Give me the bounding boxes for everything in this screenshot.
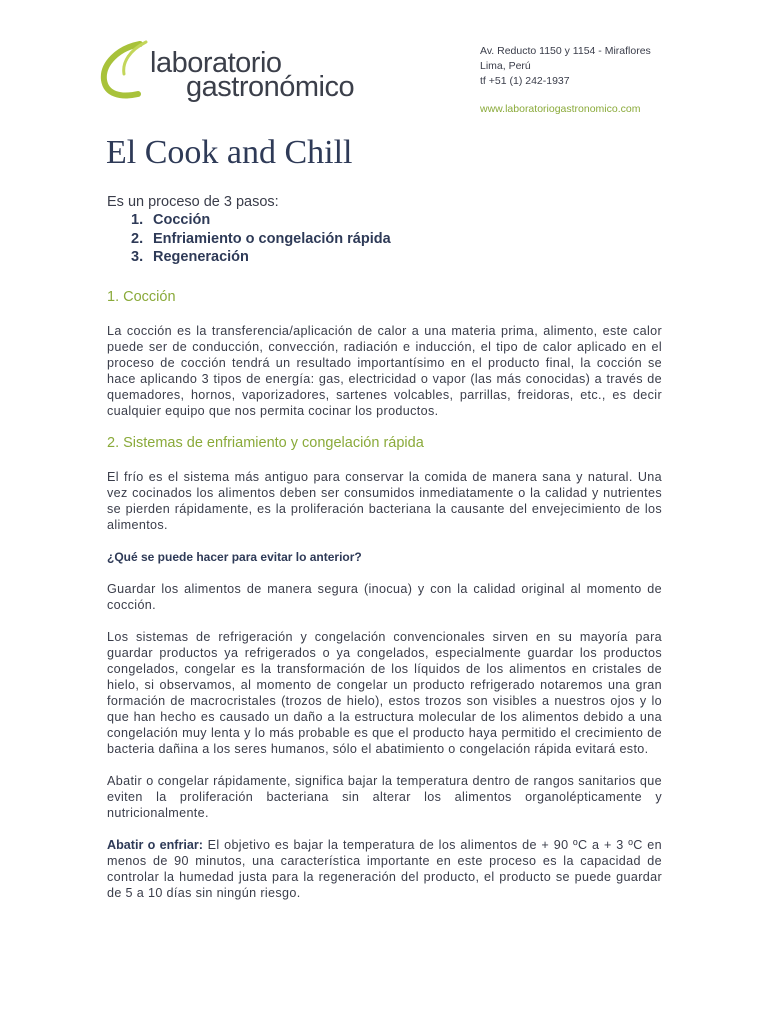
phone-number: tf +51 (1) 242-1937 [480,75,570,87]
paragraph-coccion: La cocción es la transferencia/aplicación de calor a una materia prima, alimento, este calor puede ser de conducción, convección, radiación e inducción, el tipo de calor aplicado en el proceso de cocción tendrá un resultado importantísimo en el producto final, la cocción se hace aplicando 3 tipos de energía: gas, electricidad o vapor (las más conocidas) a través de quemadores, hornos, vaporizadores, sartenes volcables, parrillas, freidoras, etc., es decir cualquier equipo que nos permita cocinar los productos. [107,323,662,418]
section-heading-enfriamiento: 2. Sistemas de enfriamiento y congelación rápida [107,434,424,451]
paragraph-guardar: Guardar los alimentos de manera segura (inocua) y con la calidad original al momento de cocción. [107,581,662,612]
logo-text-line1: laboratorio [150,47,282,79]
intro-text: Es un proceso de 3 pasos: [107,194,279,210]
paragraph-abatir: Abatir o congelar rápidamente, significa bajar la temperatura dentro de rangos sanitarios que eviten la proliferación bacteriana sin alterar los alimentos organolépticamente y nutricionalmente. [107,773,662,820]
paragraph-sistemas: Los sistemas de refrigeración y congelación convencionales sirven en su mayoría para guardar productos ya refrigerados o ya congelados, especialmente guardar los productos congelados, congelar es la transformación de los líquidos de los alimentos en cristales de hielo, si observamos, al momento de congelar un producto refrigerado notaremos una gran formación de macrocristales (trozos de hielo), estos trozos son visibles a nuestros ojos y lo que han hecho es causado un daño a la estructura molecular de los alimentos debido a una congelación muy lenta y lo más probable es que el producto haya permitido el crecimiento de bacteria dañina a los seres humanos, sólo el abatimiento o congelación rápida evitará esto. [107,629,662,756]
question-heading: ¿Qué se puede hacer para evitar lo anterior? [107,549,362,564]
logo-text-line2: gastronómico [186,71,355,103]
company-logo [100,40,360,106]
address-line1: Av. Reducto 1150 y 1154 - Miraflores [480,45,651,57]
list-item: 2. Enfriamiento o congelación rápida [131,230,391,247]
website-link[interactable]: www.laboratoriogastronomico.com [480,103,641,115]
paragraph-abatir-enfriar [107,837,662,901]
list-item: 3. Regeneración [131,249,249,265]
steps-list [107,211,662,267]
abatir-text: El objetivo es bajar la temperatura de los alimentos de + 90 ºC a + 3 ºC en menos de 90 minutos, una característica importante en este proceso es la capacidad de controlar la humedad justa para la regeneración del producto, el producto se puede guardar de 5 a 10 días sin ningún riesgo. [107,837,662,900]
paragraph-frio: El frío es el sistema más antiguo para conservar la comida de manera sana y natural. Una vez cocinados los alimentos deben ser consumidos inmediatamente o la calidad y nutrientes se pierden rápidamente, es la proliferación bacteriana la causante del envejecimiento de los alimentos. [107,469,662,532]
document-body [107,193,662,901]
list-item: 1. Cocción [131,212,211,228]
address-line2: Lima, Perú [480,60,531,72]
section-heading-coccion: 1. Cocción [107,288,176,305]
contact-block [480,44,651,117]
abatir-label: Abatir o enfriar: [107,837,203,852]
page-title: El Cook and Chill [106,134,353,171]
